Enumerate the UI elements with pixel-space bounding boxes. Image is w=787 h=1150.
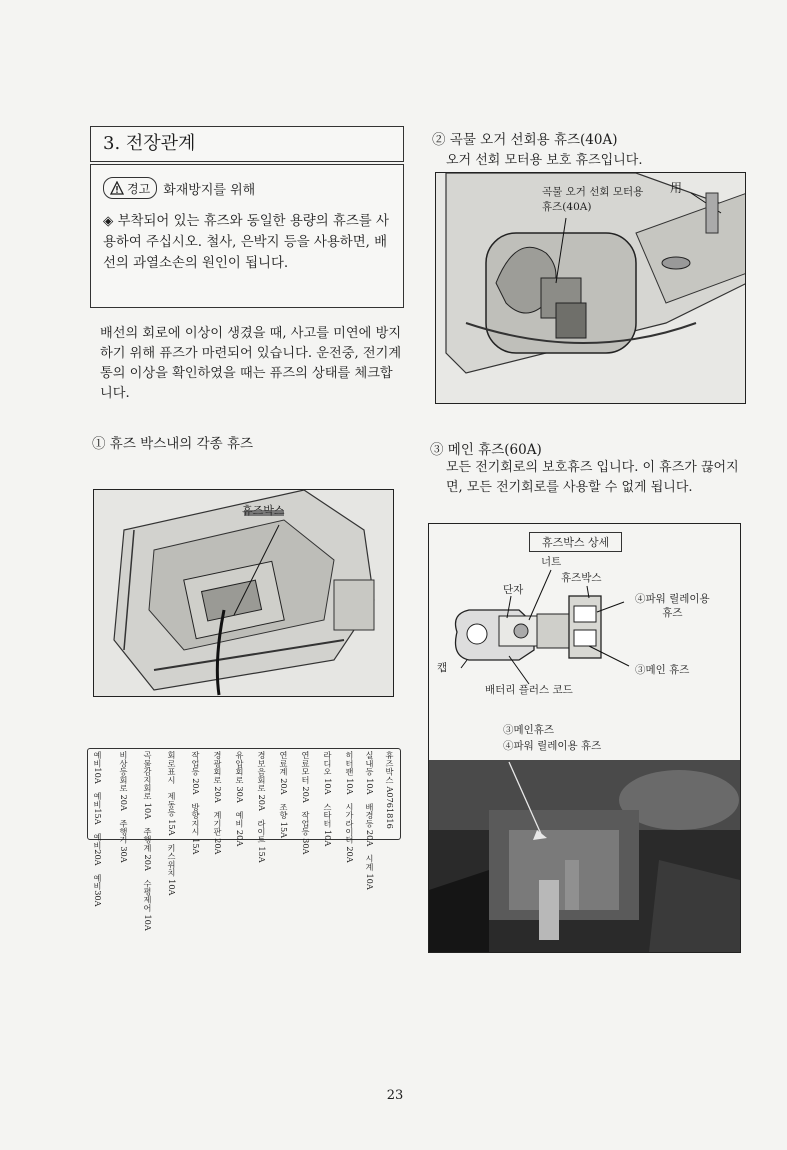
fuse-table-column: 실내등 10A 배경등 20A 시계 10A (365, 751, 375, 890)
fuse-table-column: 작업등 20A 방향지시 15A (191, 751, 201, 855)
warning-text (103, 211, 393, 274)
warning-header (103, 177, 255, 199)
warning-body: 부착되어 있는 휴즈와 동일한 용량의 휴즈를 사용하여 주십시오. 철사, 은박지 등을 사용하면, 배선의 과열소손의 원인이 됩니다. (103, 214, 389, 271)
fuse-table-column: 휴즈박스 A0761816 (385, 751, 395, 829)
auger-fuse-photo (435, 172, 746, 404)
item1-heading: ① 휴즈 박스내의 각종 휴즈 (92, 436, 254, 452)
warning-label: 화재방지를 위해 (163, 182, 256, 198)
fusebox-photo (93, 489, 394, 697)
item2-heading: ② 곡물 오거 선회용 휴즈(40A) (432, 132, 618, 148)
fuse-table-column: 경보음회로 20A 라이트 15A (257, 751, 267, 863)
label-nut: 너트 (541, 556, 562, 568)
fuse-table-column: 경광회로 20A 계기판 20A (213, 751, 223, 855)
warning-box (90, 164, 404, 308)
label-battery-cord: 배터리 플러스 코드 (485, 684, 573, 696)
label-fusebox: 휴즈박스 (561, 572, 602, 584)
fuse-table-column: 연료계 20A 조향 15A (279, 751, 289, 839)
auger-fuse-photo-label: 곡물 오거 선회 모터용 휴즈(40A) (542, 186, 644, 213)
fusebox-detail-title: 휴즈박스 상세 (529, 532, 622, 552)
photo-label-relay-fuse: ④파워 릴레이용 휴즈 (503, 740, 602, 752)
label-relay-fuse: ④파워 릴레이용 휴즈 (635, 593, 710, 619)
label-main-fuse: ③메인 휴즈 (635, 664, 690, 676)
fuse-table-column: 라디오 10A 스타터 10A (323, 751, 333, 847)
fuse-table (87, 748, 401, 931)
warning-badge-text: 경고 (127, 181, 151, 196)
fuse-table-column: 히터팬 10A 시가라이터 20A (345, 751, 355, 863)
fuse-table-column: 예비10A 예비15A 예비20A 예비30A (93, 751, 103, 907)
label-cap: 캡 (437, 662, 448, 674)
label-terminal: 단자 (503, 584, 524, 596)
intro-paragraph: 배선의 회로에 이상이 생겼을 때, 사고를 미연에 방지하기 위해 퓨즈가 마련되어 있습니다. 운전중, 전기계통의 이상을 확인하였을 때는 퓨즈의 상태를 체크합니다. (100, 326, 402, 401)
fusebox-illustration (94, 490, 394, 697)
warning-bullet: ◈ (103, 214, 114, 229)
item3-description: 모든 전기회로의 보호휴즈 입니다. 이 휴즈가 끊어지면, 모든 전기회로를 사용할 수 없게 됩니다. (446, 460, 739, 495)
page-number: 23 (386, 1088, 404, 1103)
warning-badge (103, 177, 157, 199)
main-fuse-photo (429, 760, 740, 952)
fusebox-photo-label: 휴즈박스 (242, 504, 285, 517)
item3-heading: ③ 메인 휴즈(60A) (430, 442, 542, 458)
fuse-table-column: 유압회로 30A 예비 20A (235, 751, 245, 847)
fuse-table-column: 회로표시 제동등 15A 키스위치 10A (167, 751, 177, 896)
fuse-table-column: 곡물감지회로 10A 주행계 20A 수평제어 10A (143, 751, 153, 931)
warning-triangle-icon (110, 181, 124, 195)
item2-description: 오거 선회 모터용 보호 휴즈입니다. (446, 153, 643, 168)
main-fuse-panel (428, 523, 741, 953)
section-title: 3. 전장관계 (90, 126, 404, 162)
fuse-table-column: 비상등회로 20A 주행기 30A (119, 751, 129, 863)
fuse-table-column: 연료모터 20A 작업등 30A (301, 751, 311, 855)
auger-fuse-photo-corner-label: 用 (670, 181, 683, 195)
photo-label-main-fuse: ③메인휴즈 (503, 724, 555, 736)
